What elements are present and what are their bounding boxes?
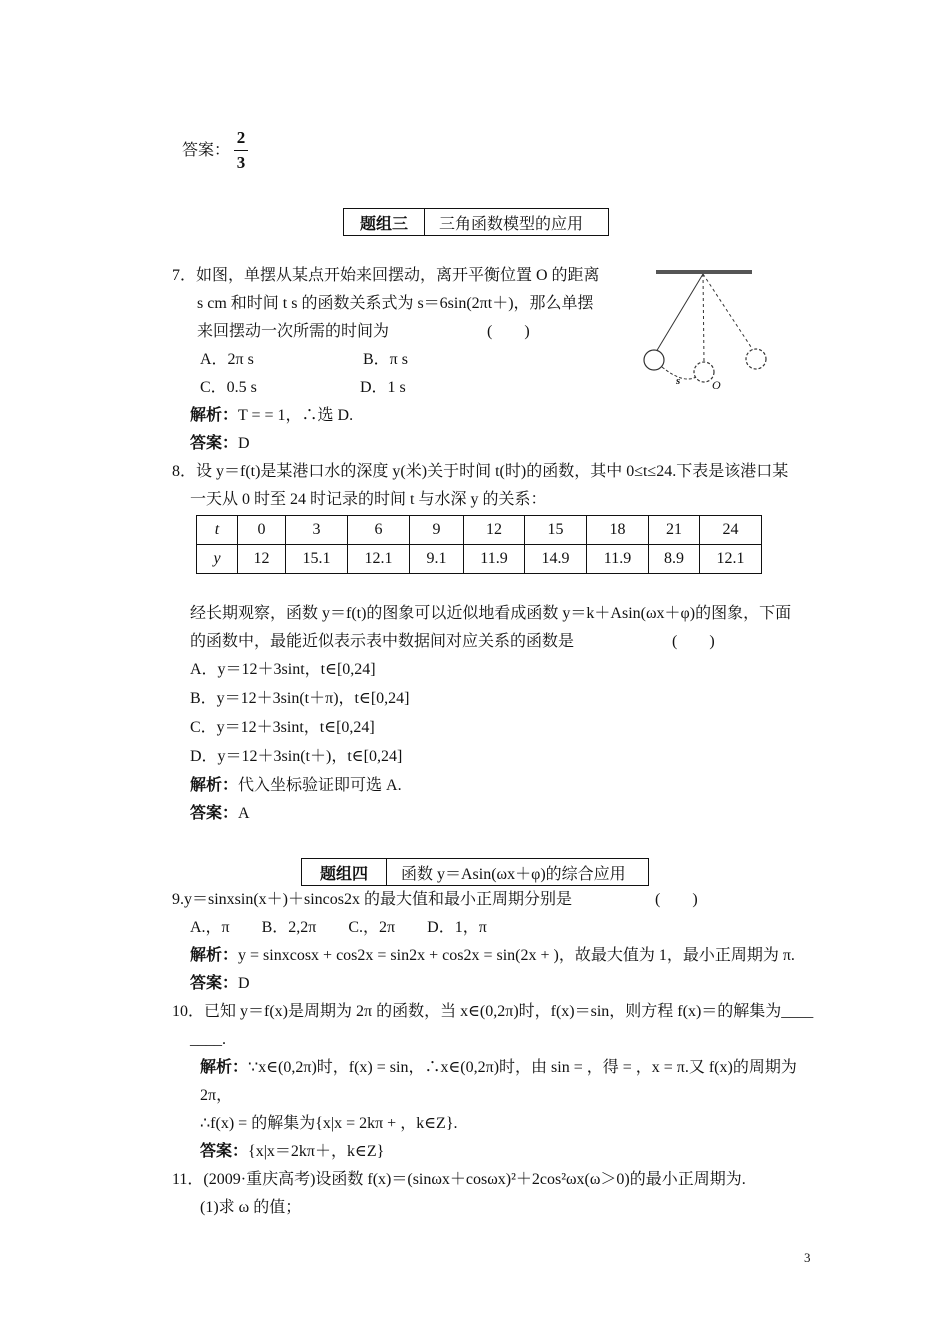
pendulum-label-s: s — [676, 375, 681, 387]
analysis-text: y = sinxcosx + cos2x = sin2x + cos2x = sin(2x + )，故最大值为 1，最小正周期为 π. — [238, 947, 795, 964]
table-cell: 15.1 — [286, 545, 348, 574]
answer-value: D — [238, 435, 250, 452]
table-cell: 15 — [525, 516, 587, 545]
table-cell: 9 — [410, 516, 464, 545]
answer-label: 答案： — [200, 1143, 249, 1160]
pendulum-bob-left — [644, 350, 664, 370]
q11-line1: 11．(2009·重庆高考)设函数 f(x)＝(sinωx＋cosωx)²＋2cos²ωx(ω＞0)的最小正周期为. — [172, 1171, 746, 1188]
q7-option-a: A．2π s — [200, 351, 254, 368]
q10-line1: 10．已知 y＝f(x)是周期为 2π 的函数，当 x∈(0,2π)时，f(x)＝sin，则方程 f(x)＝的解集为____ — [172, 1003, 814, 1020]
q7-option-d: D．1 s — [360, 379, 406, 396]
table-cell: 21 — [649, 516, 700, 545]
fraction-bar — [234, 150, 248, 151]
pendulum-label-o: O — [712, 378, 721, 392]
fraction-denominator: 3 — [236, 153, 246, 172]
q11-line2: (1)求 ω 的值； — [200, 1199, 302, 1216]
group3-title: 三角函数模型的应用 — [439, 215, 584, 233]
answer-value: D — [238, 975, 250, 992]
q8-line3: 经长期观察，函数 y＝f(t)的图象可以近似地看成函数 y＝k＋Asin(ωx＋φ)的图象，下面 — [190, 605, 792, 622]
pendulum-string-dashed-right — [703, 274, 753, 350]
analysis-text: ∵x∈(0,2π)时，f(x) = sin，∴x∈(0,2π)时，由 sin = ，得 = ，x = π.又 f(x)的周期为 — [248, 1059, 797, 1076]
q8-answer — [190, 804, 250, 824]
answer-label: 答案： — [190, 435, 239, 452]
answer-value: A — [238, 805, 250, 822]
pendulum-bob-center — [694, 362, 714, 382]
q7-line3: 来回摆动一次所需的时间为 — [197, 323, 390, 340]
q7-option-b: B．π s — [363, 351, 408, 368]
q9-line1: 9.y＝sinxsin(x＋)＋sincos2x 的最大值和最小正周期分别是 — [172, 891, 573, 908]
q8-line2: 一天从 0 时至 24 时记录的时间 t 与水深 y 的关系： — [190, 491, 547, 508]
tide-table — [196, 515, 762, 574]
table-row-y — [197, 545, 762, 574]
pendulum-figure — [638, 262, 768, 397]
q7-analysis — [190, 406, 353, 426]
analysis-label: 解析： — [190, 947, 239, 964]
q9-paren: ( ) — [655, 891, 698, 908]
answer-value: {x|x＝2kπ＋，k∈Z} — [248, 1143, 385, 1160]
fraction-numerator: 2 — [236, 128, 246, 147]
q8-option-c: C．y＝12＋3sint，t∈[0,24] — [190, 719, 375, 736]
table-cell: 24 — [700, 516, 762, 545]
group3-tag: 题组三 — [344, 209, 425, 235]
q8-analysis — [190, 776, 402, 796]
q10-line2: ____. — [190, 1031, 226, 1048]
table-cell: 11.9 — [464, 545, 525, 574]
q10-analysis-line3: ∴f(x) = 的解集为{x|x = 2kπ + ，k∈Z}. — [200, 1115, 458, 1132]
q8-option-a: A．y＝12＋3sint，t∈[0,24] — [190, 661, 376, 678]
analysis-text: T = = 1，∴选 D. — [238, 407, 354, 424]
table-cell: 12 — [238, 545, 286, 574]
q9-answer — [190, 974, 250, 994]
q10-answer — [200, 1142, 384, 1162]
pendulum-support-bar — [656, 270, 752, 274]
table-cell: 9.1 — [410, 545, 464, 574]
q8-line4: 的函数中，最能近似表示表中数据间对应关系的函数是 — [190, 633, 575, 650]
answer-fraction — [234, 128, 248, 173]
page-number: 3 — [804, 1250, 811, 1265]
group4-header — [301, 858, 649, 886]
pendulum-bob-right — [746, 349, 766, 369]
table-cell: 12.1 — [348, 545, 410, 574]
q8-paren: ( ) — [672, 633, 715, 650]
q7-line2: s cm 和时间 t s 的函数关系式为 s＝6sin(2πt＋)，那么单摆 — [197, 295, 594, 312]
q8-option-d: D．y＝12＋3sin(t＋)，t∈[0,24] — [190, 748, 403, 765]
group3-header — [343, 208, 609, 236]
table-row-t — [197, 516, 762, 545]
table-cell: t — [197, 516, 238, 545]
table-cell: 6 — [348, 516, 410, 545]
pendulum-string-dashed-center — [703, 274, 704, 362]
q9-analysis — [190, 946, 795, 966]
table-cell: 12.1 — [700, 545, 762, 574]
q8-option-b: B．y＝12＋3sin(t＋π)，t∈[0,24] — [190, 690, 410, 707]
analysis-text: 代入坐标验证即可选 A. — [238, 777, 402, 794]
q7-answer — [190, 434, 250, 454]
table-cell: 3 — [286, 516, 348, 545]
answer-label: 答案： — [190, 805, 239, 822]
group4-tag: 题组四 — [302, 859, 387, 885]
answer-label: 答案： — [182, 142, 231, 159]
analysis-label: 解析： — [200, 1059, 249, 1076]
analysis-label: 解析： — [190, 777, 239, 794]
table-cell: 18 — [587, 516, 649, 545]
table-cell: y — [197, 545, 238, 574]
analysis-label: 解析： — [190, 407, 239, 424]
q7-paren: ( ) — [487, 323, 530, 340]
q10-analysis-line2: 2π， — [200, 1087, 233, 1104]
answer-label: 答案： — [190, 975, 239, 992]
group4-title: 函数 y＝Asin(ωx＋φ)的综合应用 — [401, 865, 626, 883]
q7-line1: 7．如图，单摆从某点开始来回摆动，离开平衡位置 O 的距离 — [172, 267, 600, 284]
table-cell: 14.9 — [525, 545, 587, 574]
q9-options: A.，π B．2,2π C.，2π D．1，π — [190, 919, 487, 936]
table-cell: 0 — [238, 516, 286, 545]
q10-analysis-line1 — [200, 1058, 797, 1078]
table-cell: 12 — [464, 516, 525, 545]
table-cell: 8.9 — [649, 545, 700, 574]
table-cell: 11.9 — [587, 545, 649, 574]
q8-line1: 8．设 y＝f(t)是某港口水的深度 y(米)关于时间 t(时)的函数，其中 0≤t≤24.下表是该港口某 — [172, 463, 789, 480]
pendulum-string-solid — [656, 274, 703, 352]
q7-option-c: C．0.5 s — [200, 379, 257, 396]
